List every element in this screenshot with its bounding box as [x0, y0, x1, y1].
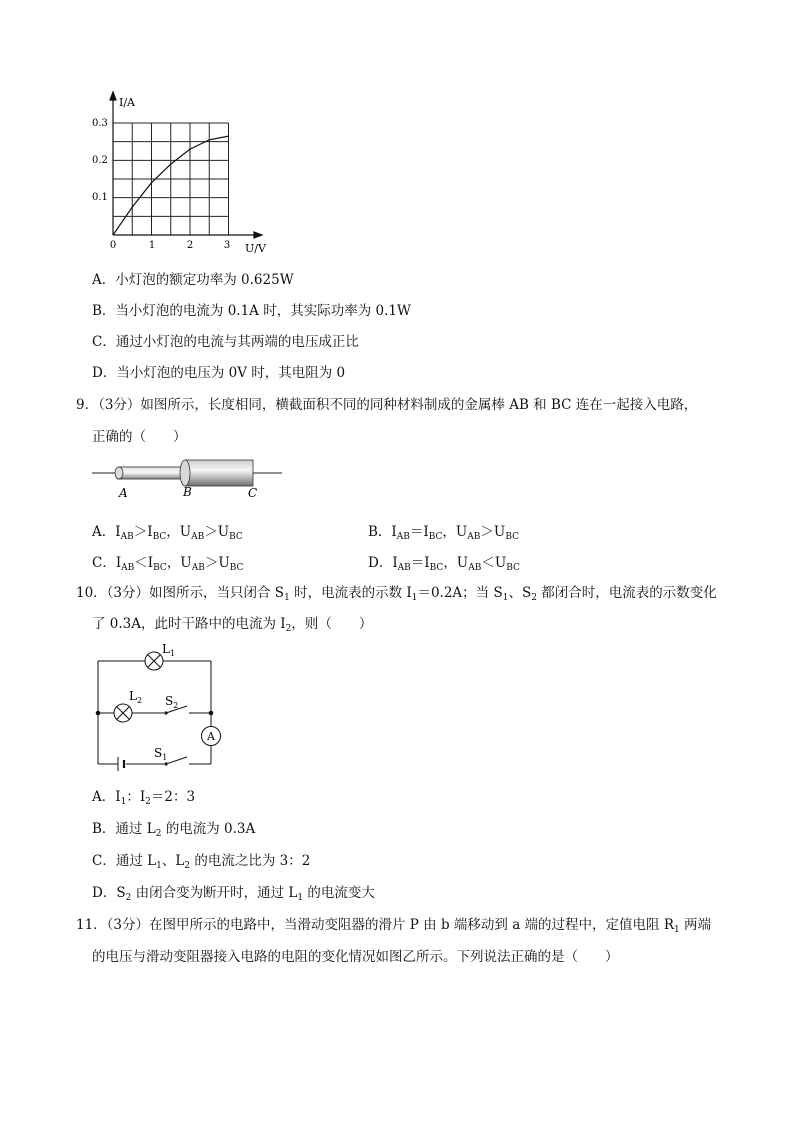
- y-axis-label: I/A: [119, 96, 135, 109]
- x-tick-label: 2: [186, 240, 194, 251]
- junction-dot: [96, 711, 101, 716]
- y-tick-label: 0.3: [92, 118, 108, 129]
- switch-s1-icon: [164, 762, 167, 765]
- rod-ab-end: [115, 467, 123, 479]
- label-c: C: [248, 486, 258, 500]
- q8-option-a: A．小灯泡的额定功率为 0.625W: [92, 272, 294, 288]
- q10-stem-line2: 了 0.3A，此时干路中的电流为 $I_2$，则（ ）: [92, 616, 373, 634]
- switch-s2-icon: [164, 711, 167, 714]
- circuit-diagram: [90, 640, 230, 775]
- q10-option-a: A．$I_1$：$I_2=2$：3: [92, 789, 196, 807]
- x-axis-arrow: [254, 232, 262, 238]
- lamp-l2-icon: [114, 704, 132, 722]
- label-a: A: [119, 486, 128, 500]
- q11-stem-line2: 的电压与滑动变阻器接入电路的电阻的变化情况如图乙所示。下列说法正确的是（ ）: [92, 949, 619, 965]
- q9-option-d: D．$I_{AB}=I_{BC}$，$U_{AB}<U_{BC}$: [368, 555, 520, 573]
- x-tick-label: 0: [109, 240, 117, 251]
- q9-option-c: C．$I_{AB}<I_{BC}$，$U_{AB}>U_{BC}$: [92, 555, 244, 573]
- q9-option-a: A．$I_{AB}>I_{BC}$，$U_{AB}>U_{BC}$: [92, 524, 243, 542]
- q10-stem-line1: 10．（3分）如图所示，当只闭合 $S_1$ 时，电流表的示数 $I_1=0.2A$；当 $S_1$、$S_2$ 都闭合时，电流表的示数变化: [76, 585, 717, 603]
- battery-icon: [118, 757, 124, 771]
- x-tick-label: 3: [223, 240, 231, 251]
- current-voltage-graph: [85, 88, 285, 260]
- svg-text:A: A: [207, 730, 215, 743]
- x-tick-label: 1: [148, 240, 156, 251]
- q10-option-b: B．通过 $L_2$ 的电流为 0.3A: [92, 821, 256, 839]
- label-l2: $L_2$: [129, 689, 143, 705]
- y-axis-arrow: [110, 92, 116, 100]
- q10-option-c: C．通过 $L_1$、$L_2$ 的电流之比为 3：2: [92, 853, 311, 871]
- q9-stem-line2: 正确的（ ）: [92, 429, 187, 445]
- rod-bc-end: [180, 460, 190, 486]
- q10-option-d: D．$S_2$ 由闭合变为断开时，通过 $L_1$ 的电流变大: [92, 885, 375, 903]
- q11-stem-line1: 11．（3分）在图甲所示的电路中，当滑动变阻器的滑片 P 由 b 端移动到 a 端的过程中，定值电阻 $R_1$ 两端: [76, 917, 712, 935]
- x-axis-label: U/V: [245, 242, 266, 255]
- rod-ab: [118, 467, 186, 479]
- q8-option-d: D．当小灯泡的电压为 0V 时，其电阻为 0: [92, 365, 346, 381]
- label-l1: $L_1$: [162, 642, 176, 658]
- lamp-l1-icon: [145, 652, 163, 670]
- label-b: B: [183, 485, 192, 499]
- ammeter-icon: [202, 727, 221, 746]
- label-s2: $S_2$: [165, 694, 179, 710]
- y-tick-label: 0.1: [92, 192, 108, 203]
- q8-option-b: B．当小灯泡的电流为 0.1A 时，其实际功率为 0.1W: [92, 303, 411, 319]
- junction-dot: [209, 711, 214, 716]
- metal-rods-figure: [90, 455, 290, 505]
- q9-stem-line1: 9．（3分）如图所示，长度相同，横截面积不同的同种材料制成的金属棒 AB 和 BC 连在一起接入电路，: [76, 397, 698, 413]
- rod-bc: [185, 460, 253, 486]
- q9-option-b: B．$I_{AB}=I_{BC}$，$U_{AB}>U_{BC}$: [368, 524, 519, 542]
- label-s1: $S_1$: [154, 746, 168, 762]
- q8-option-c: C．通过小灯泡的电流与其两端的电压成正比: [92, 334, 359, 350]
- y-tick-label: 0.2: [92, 155, 108, 166]
